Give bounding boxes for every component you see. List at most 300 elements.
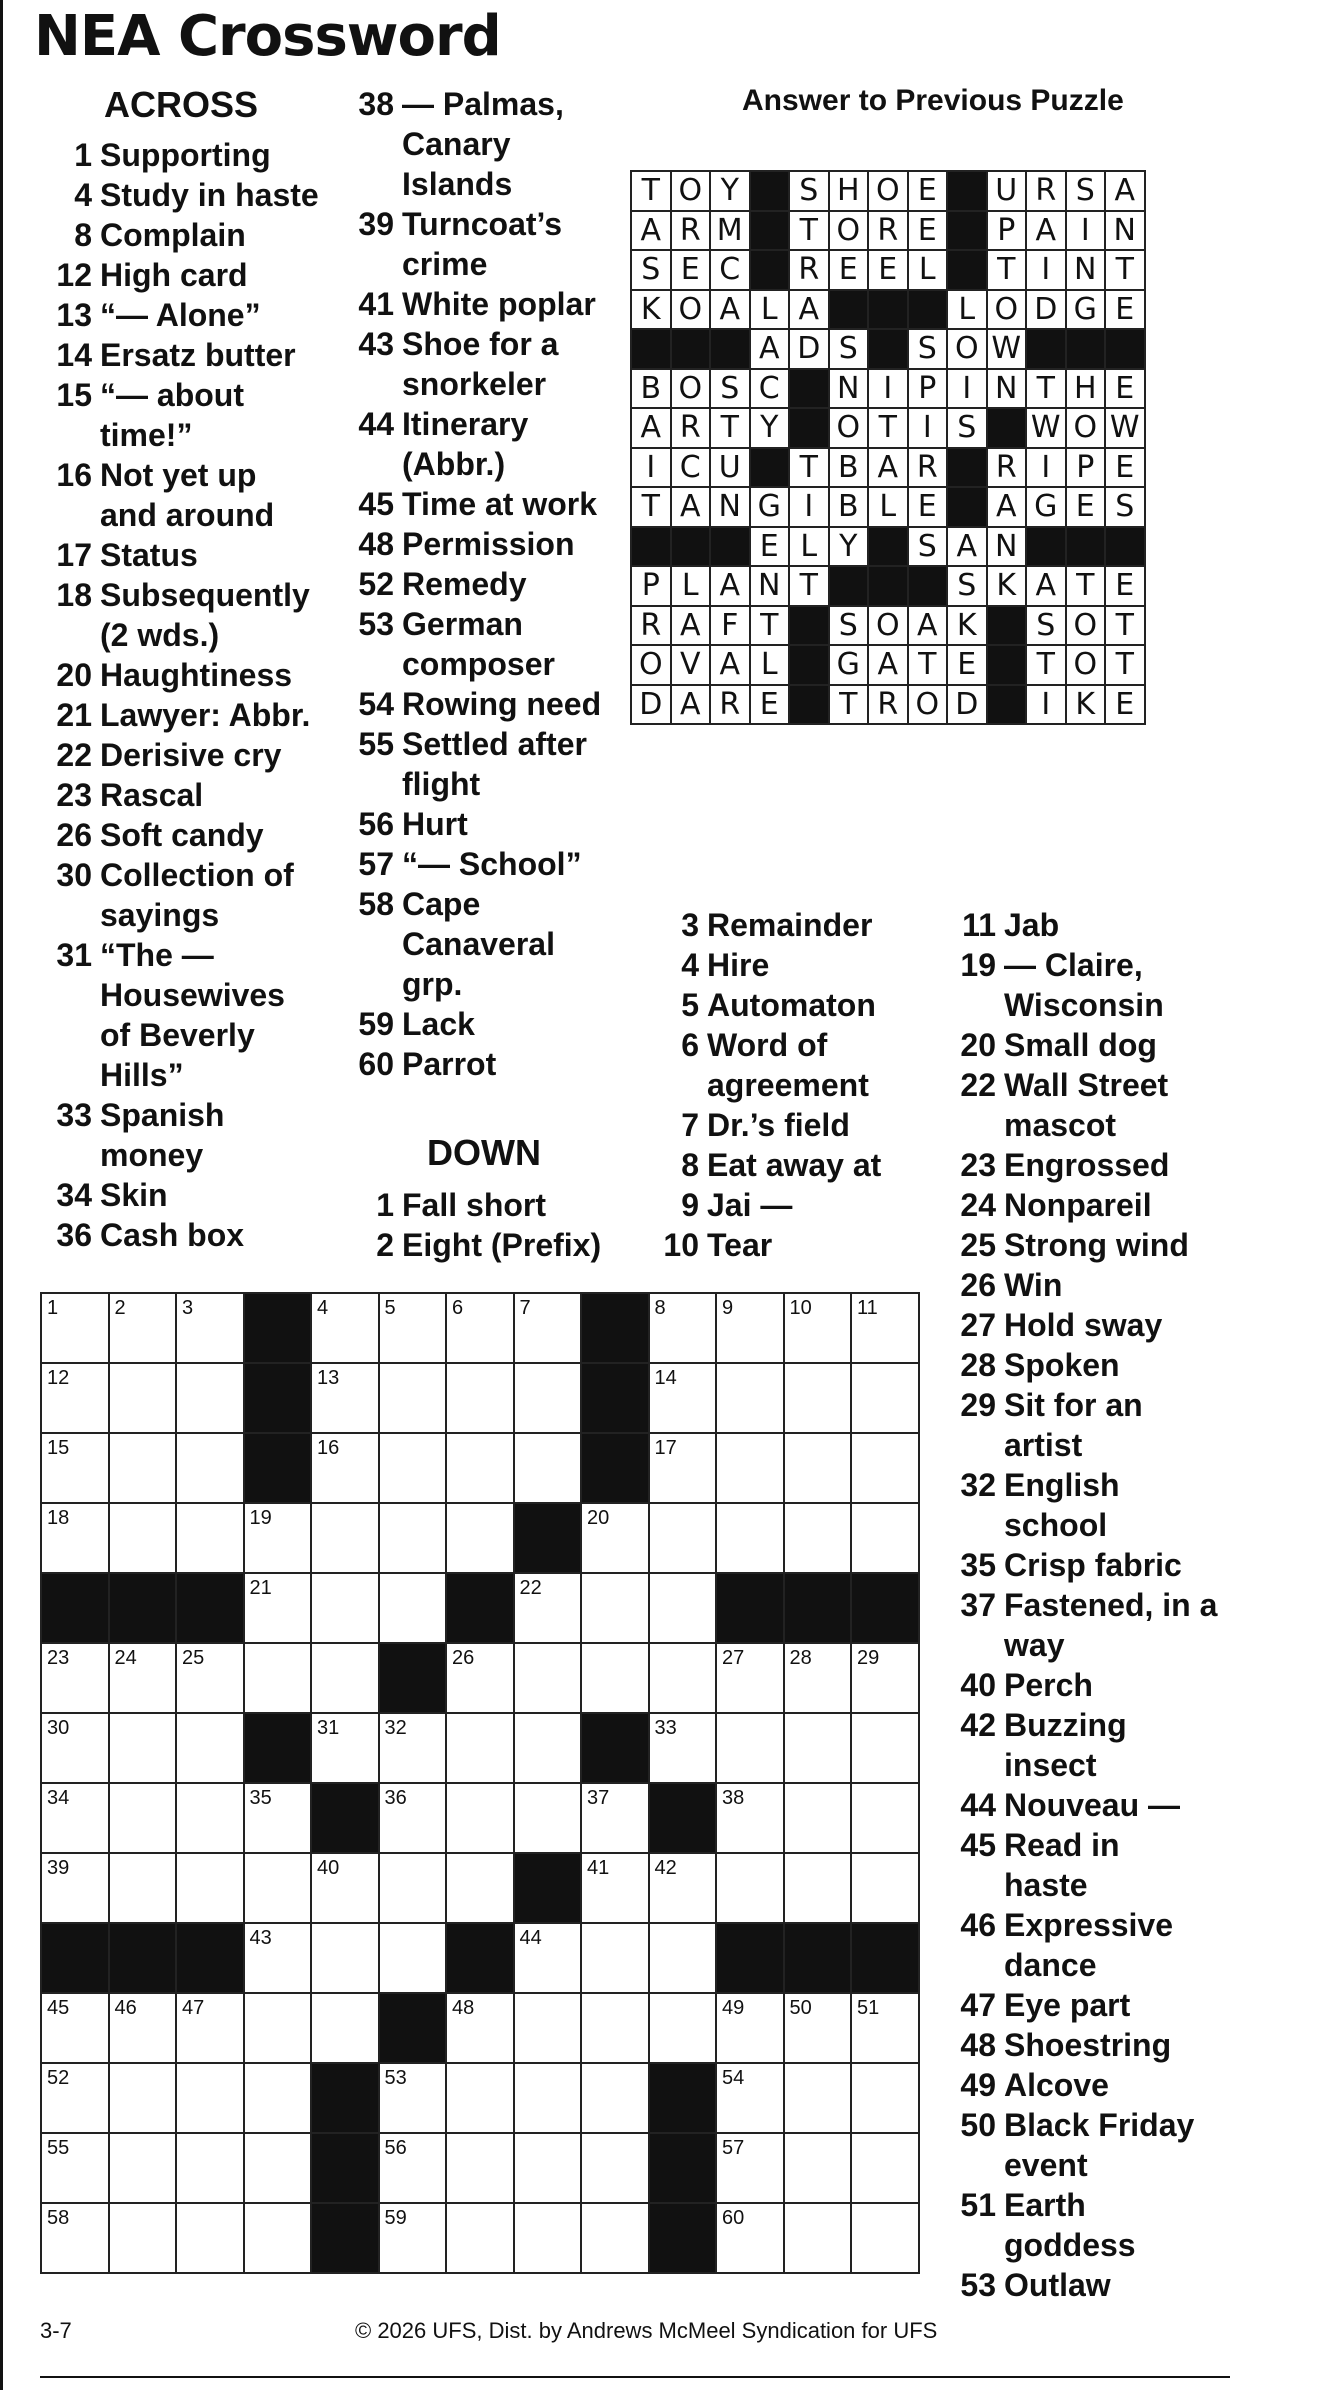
puzzle-cell[interactable] (649, 1363, 717, 1433)
puzzle-cell[interactable] (446, 2063, 514, 2133)
puzzle-cell[interactable] (41, 1993, 109, 2063)
clue-text: Housewives (100, 977, 285, 1013)
cell-number: 6 (452, 1297, 464, 1319)
answer-black-cell (789, 606, 829, 646)
puzzle-cell[interactable] (851, 2133, 919, 2203)
puzzle-cell[interactable] (784, 2133, 852, 2203)
clue-text: way (1004, 1627, 1065, 1663)
clue-text: “— School” (402, 846, 582, 882)
answer-cell: R (710, 685, 750, 725)
clue-line (350, 724, 620, 764)
answer-cell: E (1105, 369, 1145, 409)
answer-cell: O (868, 171, 908, 211)
puzzle-cell[interactable] (514, 1363, 582, 1433)
answer-cell: L (868, 487, 908, 527)
puzzle-cell[interactable] (446, 1853, 514, 1923)
puzzle-cell[interactable] (379, 1363, 447, 1433)
puzzle-cell[interactable] (716, 1293, 784, 1363)
puzzle-cell[interactable] (784, 1503, 852, 1573)
puzzle-cell[interactable] (176, 2203, 244, 2273)
clue-line (952, 1425, 1232, 1465)
puzzle-cell[interactable] (109, 1363, 177, 1433)
puzzle-cell[interactable] (109, 1503, 177, 1573)
puzzle-cell[interactable] (581, 1573, 649, 1643)
puzzle-cell[interactable] (176, 1363, 244, 1433)
puzzle-cell[interactable] (784, 1643, 852, 1713)
puzzle-cell[interactable] (41, 1713, 109, 1783)
clue-number: 55 (358, 726, 394, 762)
puzzle-cell[interactable] (851, 1293, 919, 1363)
puzzle-cell[interactable] (311, 1993, 379, 2063)
answer-black-cell (987, 685, 1027, 725)
cell-number: 40 (317, 1857, 340, 1879)
clue-text: Expressive (1004, 1907, 1174, 1943)
puzzle-cell[interactable] (176, 1783, 244, 1853)
puzzle-cell[interactable] (446, 1993, 514, 2063)
answer-cell: C (710, 250, 750, 290)
answer-black-cell (789, 369, 829, 409)
puzzle-cell[interactable] (244, 2133, 312, 2203)
clue-line (952, 1665, 1232, 1705)
puzzle-cell[interactable] (244, 1993, 312, 2063)
clue-line (350, 404, 620, 444)
puzzle-cell[interactable] (311, 1433, 379, 1503)
puzzle-cell[interactable] (851, 1853, 919, 1923)
puzzle-cell[interactable] (581, 1853, 649, 1923)
answer-cell: A (868, 448, 908, 488)
clue-text: Remainder (707, 907, 873, 943)
black-square (851, 1573, 919, 1643)
puzzle-cell[interactable] (851, 1783, 919, 1853)
puzzle-cell[interactable] (716, 2133, 784, 2203)
puzzle-cell[interactable] (851, 1643, 919, 1713)
puzzle-cell[interactable] (514, 2133, 582, 2203)
puzzle-cell[interactable] (581, 2063, 649, 2133)
puzzle-cell[interactable] (581, 2203, 649, 2273)
puzzle-cell[interactable] (851, 2063, 919, 2133)
clue-number: 22 (960, 1067, 996, 1103)
cell-number: 58 (47, 2207, 70, 2229)
puzzle-cell[interactable] (41, 2133, 109, 2203)
black-square (716, 1923, 784, 1993)
answer-black-cell (1066, 329, 1106, 369)
puzzle-cell[interactable] (716, 2203, 784, 2273)
puzzle-cell[interactable] (244, 1783, 312, 1853)
answer-cell: T (987, 250, 1027, 290)
puzzle-cell[interactable] (581, 1503, 649, 1573)
puzzle-cell[interactable] (244, 2203, 312, 2273)
black-square (581, 1713, 649, 1783)
cell-number: 57 (722, 2137, 745, 2159)
cell-number: 36 (384, 1787, 407, 1809)
puzzle-cell[interactable] (851, 1433, 919, 1503)
answer-cell: A (710, 290, 750, 330)
puzzle-cell[interactable] (379, 1433, 447, 1503)
puzzle-cell[interactable] (716, 1433, 784, 1503)
clue-number: 12 (56, 257, 92, 293)
black-square (649, 2133, 717, 2203)
puzzle-cell[interactable] (851, 1363, 919, 1433)
clue-line (350, 1185, 630, 1225)
black-square (446, 1573, 514, 1643)
puzzle-cell[interactable] (41, 2203, 109, 2273)
clue-number: 46 (960, 1907, 996, 1943)
clue-number: 40 (960, 1667, 996, 1703)
cell-number: 51 (857, 1997, 880, 2019)
answer-black-cell (789, 685, 829, 725)
puzzle-cell[interactable] (851, 1993, 919, 2063)
puzzle-cell[interactable] (514, 2063, 582, 2133)
clue-line (350, 84, 620, 124)
cell-number: 31 (317, 1717, 340, 1739)
puzzle-cell[interactable] (446, 1293, 514, 1363)
answer-cell: T (1026, 645, 1066, 685)
puzzle-cell[interactable] (41, 1643, 109, 1713)
puzzle-cell[interactable] (649, 1853, 717, 1923)
answer-cell: D (947, 685, 987, 725)
puzzle-cell[interactable] (41, 1363, 109, 1433)
cell-number: 20 (587, 1507, 610, 1529)
clue-text: Engrossed (1004, 1147, 1170, 1183)
clue-line (952, 1345, 1232, 1385)
clue-line (350, 444, 620, 484)
puzzle-cell[interactable] (649, 1713, 717, 1783)
puzzle-cell[interactable] (379, 1783, 447, 1853)
clue-number: 52 (358, 566, 394, 602)
puzzle-cell[interactable] (514, 1713, 582, 1783)
puzzle-cell[interactable] (851, 1713, 919, 1783)
answer-black-cell (789, 408, 829, 448)
clue-line (350, 884, 620, 924)
clue-text: Earth (1004, 2187, 1086, 2223)
black-square (379, 1993, 447, 2063)
puzzle-cell[interactable] (109, 2133, 177, 2203)
cell-number: 41 (587, 1857, 610, 1879)
puzzle-cell[interactable] (581, 1783, 649, 1853)
puzzle-cell[interactable] (41, 2063, 109, 2133)
puzzle-cell[interactable] (514, 1643, 582, 1713)
puzzle-cell[interactable] (581, 2133, 649, 2203)
puzzle-cell[interactable] (109, 1993, 177, 2063)
clue-text: Derisive cry (100, 737, 282, 773)
answer-cell: E (750, 685, 790, 725)
puzzle-cell[interactable] (446, 1503, 514, 1573)
puzzle-cell[interactable] (41, 1433, 109, 1503)
puzzle-cell[interactable] (311, 1573, 379, 1643)
clue-text: German (402, 606, 523, 642)
clue-number: 27 (960, 1307, 996, 1343)
puzzle-cell[interactable] (109, 1713, 177, 1783)
puzzle-cell[interactable] (446, 2133, 514, 2203)
puzzle-cell[interactable] (244, 1853, 312, 1923)
answer-cell: E (750, 527, 790, 567)
clue-text: Strong wind (1004, 1227, 1189, 1263)
puzzle-cell[interactable] (109, 1643, 177, 1713)
puzzle-cell[interactable] (649, 1923, 717, 1993)
cell-number: 17 (654, 1437, 677, 1459)
puzzle-cell[interactable] (716, 1783, 784, 1853)
puzzle-cell[interactable] (649, 1503, 717, 1573)
puzzle-cell[interactable] (446, 1643, 514, 1713)
cell-number: 59 (384, 2207, 407, 2229)
answer-black-cell (750, 171, 790, 211)
down-heading: DOWN (427, 1132, 541, 1173)
cell-number: 52 (47, 2067, 70, 2089)
puzzle-cell[interactable] (311, 1643, 379, 1713)
answer-black-cell (947, 448, 987, 488)
cell-number: 1 (47, 1297, 59, 1319)
clue-text: school (1004, 1507, 1108, 1543)
puzzle-cell[interactable] (244, 2063, 312, 2133)
puzzle-cell[interactable] (514, 1923, 582, 1993)
puzzle-cell[interactable] (109, 1783, 177, 1853)
clue-text: Settled after (402, 726, 587, 762)
puzzle-cell[interactable] (311, 1923, 379, 1993)
clue-number: 24 (960, 1187, 996, 1223)
cell-number: 2 (114, 1297, 126, 1319)
clue-number: 35 (960, 1547, 996, 1583)
clue-number: 45 (960, 1827, 996, 1863)
puzzle-cell[interactable] (446, 1363, 514, 1433)
puzzle-cell[interactable] (379, 2063, 447, 2133)
across-clues-column-1 (48, 135, 348, 1255)
clue-line (48, 895, 348, 935)
puzzle-cell[interactable] (784, 1783, 852, 1853)
clue-text: Buzzing (1004, 1707, 1127, 1743)
clue-line (952, 1785, 1232, 1825)
puzzle-cell[interactable] (311, 1293, 379, 1363)
puzzle-cell[interactable] (446, 1713, 514, 1783)
puzzle-cell[interactable] (784, 2063, 852, 2133)
answer-cell: H (829, 171, 869, 211)
puzzle-cell[interactable] (784, 1293, 852, 1363)
answer-cell: D (631, 685, 671, 725)
clue-line (350, 844, 620, 884)
clue-line (350, 244, 620, 284)
clue-line (350, 364, 620, 404)
clue-text: Cash box (100, 1217, 245, 1253)
clue-line (655, 1025, 945, 1065)
puzzle-cell[interactable] (716, 1643, 784, 1713)
puzzle-cell[interactable] (379, 1713, 447, 1783)
cell-number: 29 (857, 1647, 880, 1669)
clue-number: 19 (960, 947, 996, 983)
puzzle-cell[interactable] (176, 1993, 244, 2063)
puzzle-cell[interactable] (514, 2203, 582, 2273)
puzzle-cell[interactable] (851, 1503, 919, 1573)
answer-cell: O (631, 645, 671, 685)
cell-number: 34 (47, 1787, 70, 1809)
clue-number: 11 (962, 907, 996, 943)
puzzle-cell[interactable] (716, 1853, 784, 1923)
clue-text: Hills” (100, 1057, 184, 1093)
clue-text: Fastened, in a (1004, 1587, 1218, 1623)
clue-text: Shoe for a (402, 326, 559, 362)
answer-black-cell (631, 527, 671, 567)
clue-number: 47 (960, 1987, 996, 2023)
clue-number: 14 (56, 337, 92, 373)
clue-line (952, 1185, 1232, 1225)
puzzle-cell[interactable] (41, 1503, 109, 1573)
puzzle-cell[interactable] (446, 1433, 514, 1503)
puzzle-cell[interactable] (109, 1293, 177, 1363)
clue-number: 15 (56, 377, 92, 413)
answer-cell: W (987, 329, 1027, 369)
black-square (109, 1573, 177, 1643)
clue-line (952, 1745, 1232, 1785)
puzzle-cell[interactable] (784, 1363, 852, 1433)
puzzle-cell[interactable] (244, 1643, 312, 1713)
answer-black-cell (947, 250, 987, 290)
puzzle-cell[interactable] (109, 1853, 177, 1923)
clue-text: Skin (100, 1177, 168, 1213)
puzzle-cell[interactable] (176, 1853, 244, 1923)
puzzle-cell[interactable] (784, 1433, 852, 1503)
clue-text: Nonpareil (1004, 1187, 1152, 1223)
puzzle-cell[interactable] (581, 1923, 649, 1993)
clue-line (48, 135, 348, 175)
puzzle-cell[interactable] (649, 1433, 717, 1503)
clue-line (48, 655, 348, 695)
puzzle-cell[interactable] (716, 2063, 784, 2133)
black-square (244, 1713, 312, 1783)
clue-text: Sit for an (1004, 1387, 1143, 1423)
puzzle-cell[interactable] (379, 1503, 447, 1573)
cell-number: 8 (654, 1297, 666, 1319)
cell-number: 39 (47, 1857, 70, 1879)
puzzle-cell[interactable] (41, 1783, 109, 1853)
answer-black-cell (987, 606, 1027, 646)
across-clues-column-2 (350, 84, 620, 1084)
answer-cell: N (829, 369, 869, 409)
puzzle-cell[interactable] (716, 1993, 784, 2063)
cell-number: 4 (317, 1297, 329, 1319)
puzzle-cell[interactable] (649, 1293, 717, 1363)
puzzle-cell[interactable] (379, 1293, 447, 1363)
answer-cell: A (710, 566, 750, 606)
puzzle-cell[interactable] (851, 2203, 919, 2273)
puzzle-cell[interactable] (514, 1293, 582, 1363)
puzzle-cell[interactable] (446, 2203, 514, 2273)
clue-text: (Abbr.) (402, 446, 506, 482)
puzzle-cell[interactable] (41, 1853, 109, 1923)
answer-cell: L (789, 527, 829, 567)
clue-text: High card (100, 257, 248, 293)
clue-text: dance (1004, 1947, 1097, 1983)
puzzle-cell[interactable] (581, 1643, 649, 1713)
clue-text: White poplar (402, 286, 596, 322)
puzzle-cell[interactable] (379, 1923, 447, 1993)
puzzle-cell[interactable] (514, 1783, 582, 1853)
answer-grid (630, 170, 1146, 725)
clue-text: (2 wds.) (100, 617, 220, 653)
clue-number: 44 (960, 1787, 996, 1823)
clue-line (952, 2105, 1232, 2145)
puzzle-cell[interactable] (244, 1573, 312, 1643)
answer-cell: L (908, 250, 948, 290)
answer-cell: I (1066, 211, 1106, 251)
puzzle-cell[interactable] (176, 1713, 244, 1783)
clue-number: 37 (960, 1587, 996, 1623)
answer-cell: C (671, 448, 711, 488)
answer-title: Answer to Previous Puzzle (742, 84, 1124, 117)
puzzle-cell[interactable] (311, 1713, 379, 1783)
black-square (311, 2203, 379, 2273)
puzzle-cell[interactable] (244, 1923, 312, 1993)
answer-cell: A (1026, 566, 1066, 606)
puzzle-cell[interactable] (109, 2203, 177, 2273)
answer-cell: E (908, 171, 948, 211)
puzzle-cell[interactable] (784, 1713, 852, 1783)
puzzle-cell[interactable] (109, 2063, 177, 2133)
clue-text: Parrot (402, 1046, 497, 1082)
puzzle-cell[interactable] (649, 1643, 717, 1713)
puzzle-cell[interactable] (784, 1853, 852, 1923)
puzzle-cell[interactable] (176, 1643, 244, 1713)
black-square (311, 2133, 379, 2203)
puzzle-cell[interactable] (311, 1363, 379, 1433)
down-clues-column-3 (952, 905, 1232, 2305)
puzzle-cell[interactable] (716, 1363, 784, 1433)
answer-cell: S (829, 329, 869, 369)
clue-number: 3 (681, 907, 699, 943)
puzzle-cell[interactable] (244, 1503, 312, 1573)
puzzle-cell[interactable] (649, 1573, 717, 1643)
clue-text: artist (1004, 1427, 1083, 1463)
puzzle-cell[interactable] (784, 1993, 852, 2063)
puzzle-cell[interactable] (379, 1573, 447, 1643)
clue-text: Subsequently (100, 577, 310, 613)
puzzle-cell[interactable] (581, 1993, 649, 2063)
puzzle-cell[interactable] (784, 2203, 852, 2273)
puzzle-cell[interactable] (379, 2203, 447, 2273)
clue-number: 5 (681, 987, 699, 1023)
puzzle-cell[interactable] (716, 1503, 784, 1573)
clue-line (350, 124, 620, 164)
puzzle-cell[interactable] (446, 1783, 514, 1853)
puzzle-cell[interactable] (176, 2133, 244, 2203)
cell-number: 3 (182, 1297, 194, 1319)
puzzle-cell[interactable] (716, 1713, 784, 1783)
cell-number: 26 (452, 1647, 475, 1669)
answer-cell: O (1066, 606, 1106, 646)
puzzle-cell[interactable] (176, 1433, 244, 1503)
puzzle-cell[interactable] (109, 1433, 177, 1503)
puzzle-cell[interactable] (311, 1853, 379, 1923)
puzzle-cell[interactable] (379, 2133, 447, 2203)
answer-cell: C (750, 369, 790, 409)
puzzle-cell[interactable] (176, 1503, 244, 1573)
clue-line (48, 335, 348, 375)
puzzle-cell[interactable] (176, 2063, 244, 2133)
puzzle-cell[interactable] (514, 1573, 582, 1643)
puzzle-cell[interactable] (514, 1993, 582, 2063)
clue-number: 41 (358, 286, 394, 322)
puzzle-cell[interactable] (379, 1853, 447, 1923)
puzzle-cell[interactable] (514, 1433, 582, 1503)
puzzle-grid (40, 1292, 920, 2274)
puzzle-cell[interactable] (649, 1993, 717, 2063)
cell-number: 38 (722, 1787, 745, 1809)
puzzle-cell[interactable] (176, 1293, 244, 1363)
clue-line (952, 1505, 1232, 1545)
clue-number: 29 (960, 1387, 996, 1423)
clue-number: 57 (358, 846, 394, 882)
puzzle-cell[interactable] (41, 1293, 109, 1363)
clue-line (952, 945, 1232, 985)
clue-line (952, 2025, 1232, 2065)
puzzle-cell[interactable] (311, 1503, 379, 1573)
